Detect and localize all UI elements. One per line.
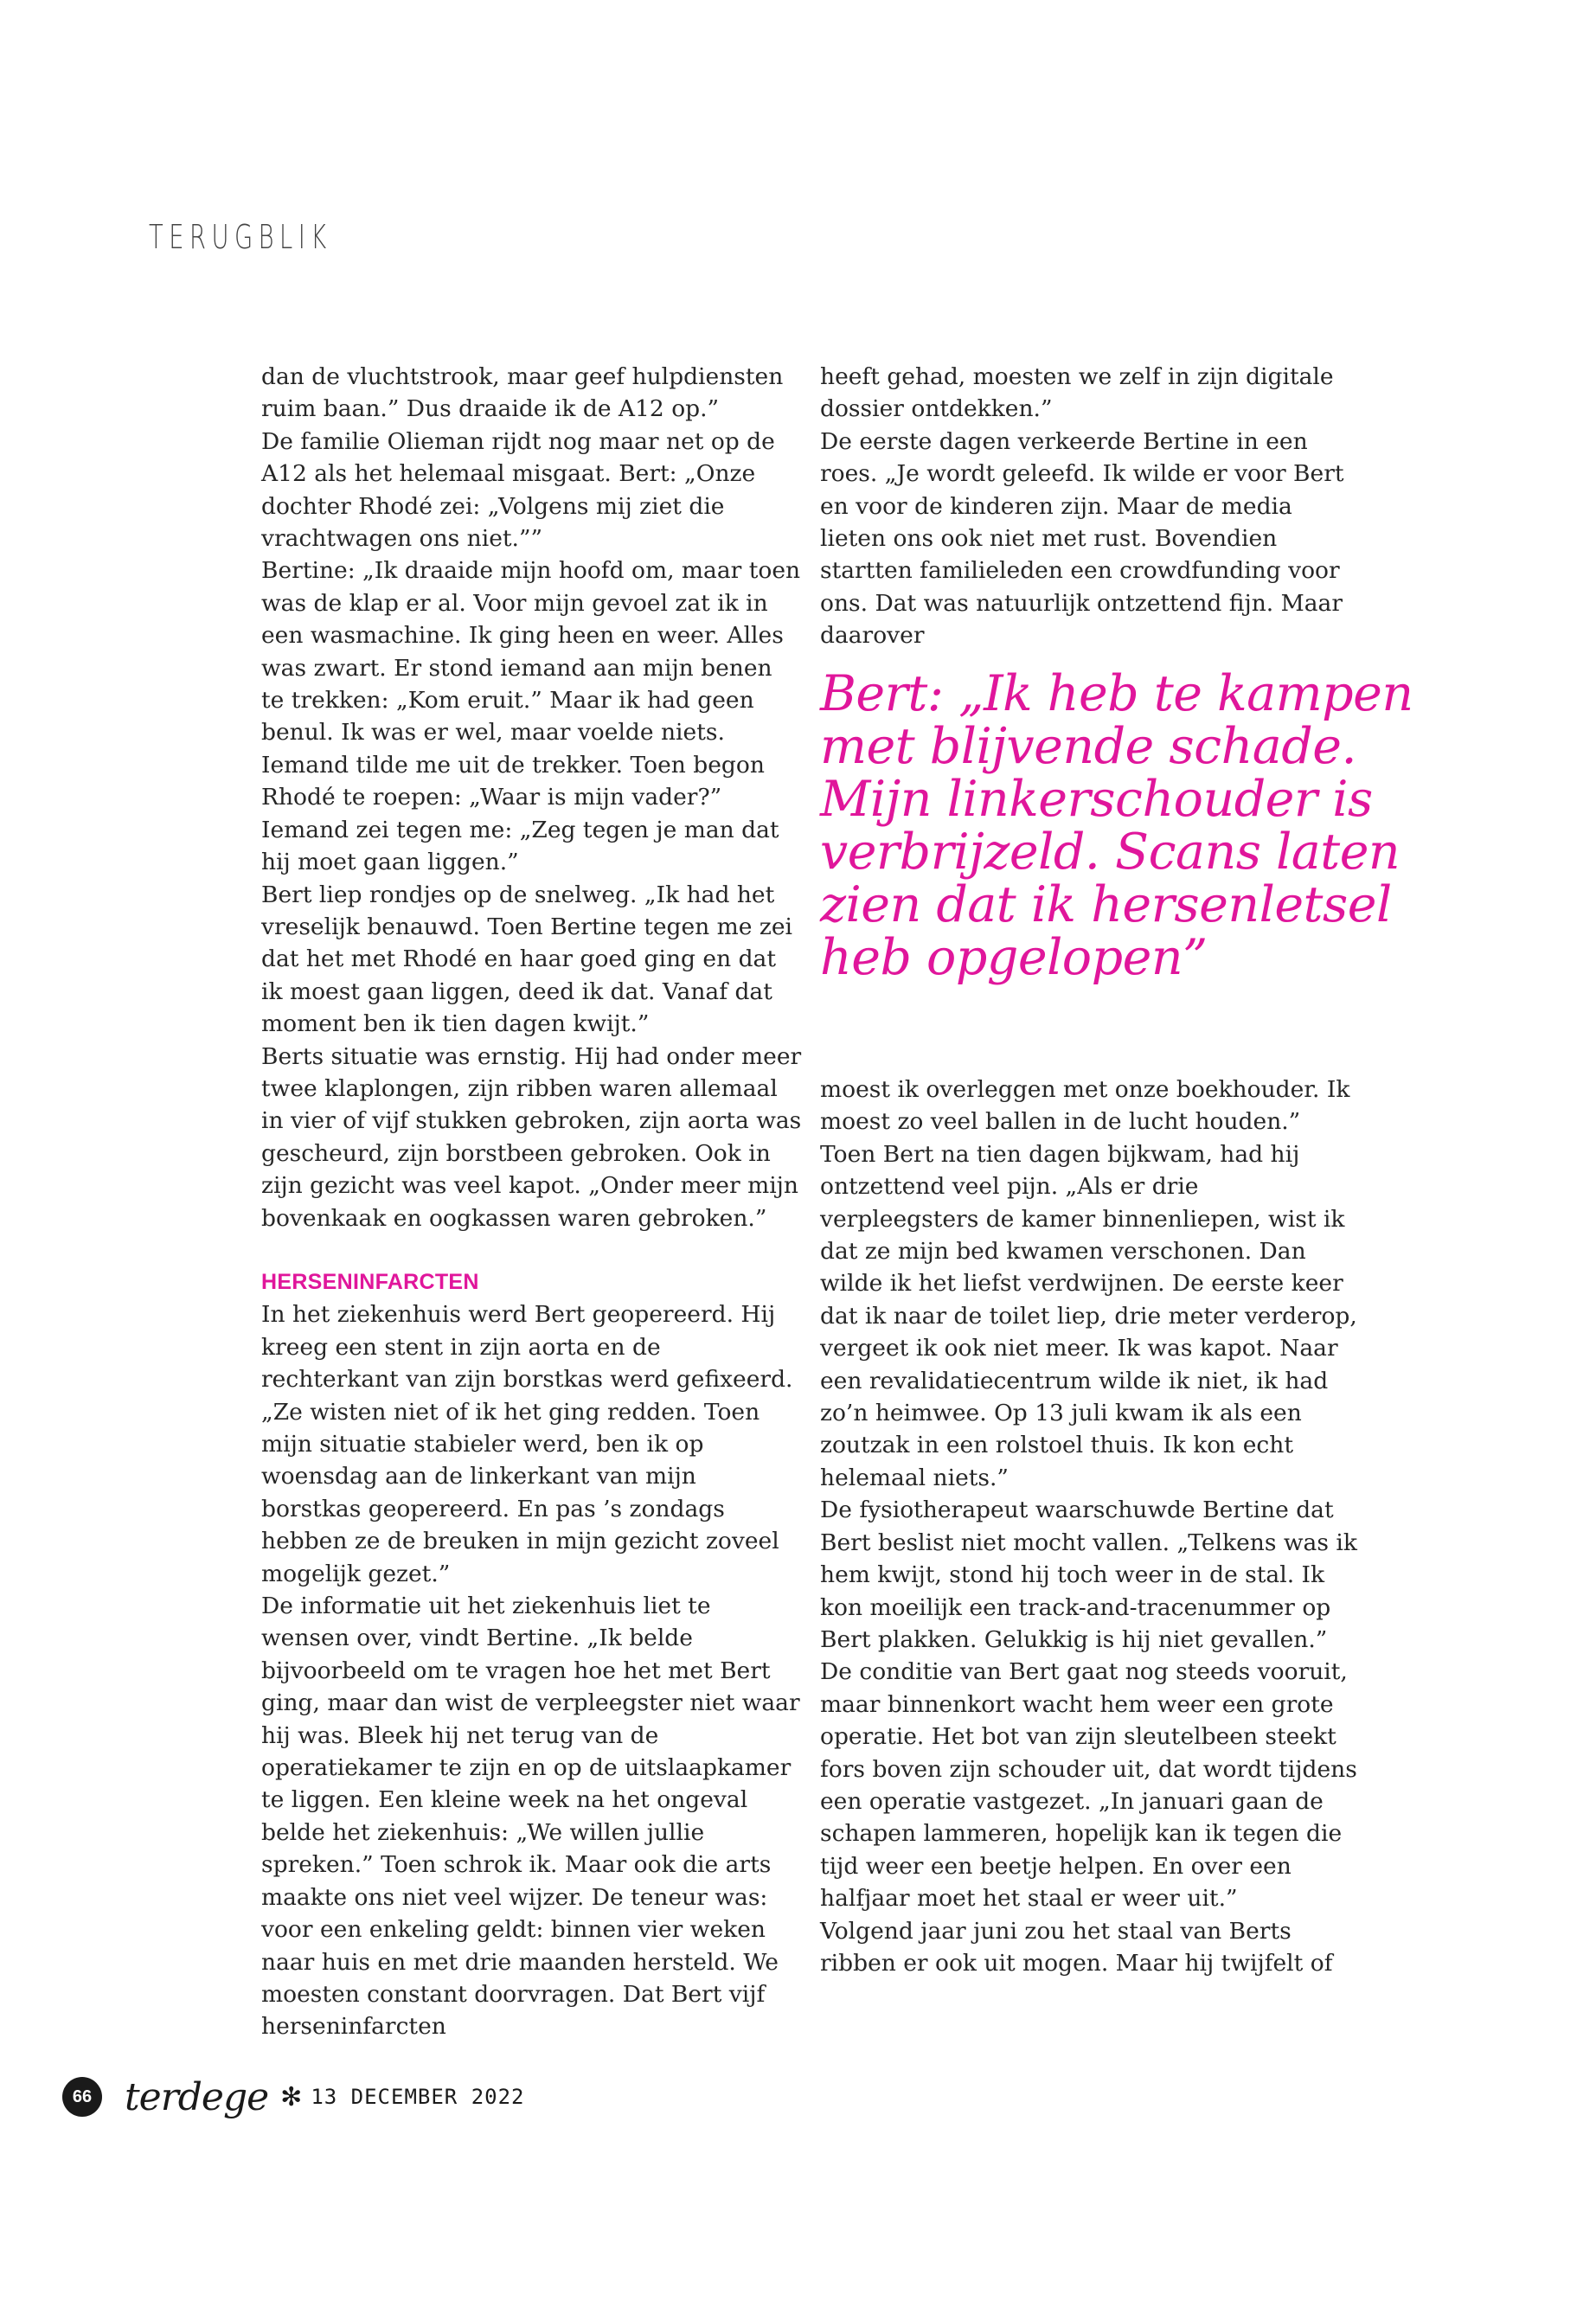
section-label: TERUGBLIK xyxy=(149,218,332,256)
paragraph: Volgend jaar juni zou het staal van Berts ribben er ook uit mogen. Maar hij twijfelt of xyxy=(820,1917,1333,1977)
pull-quote-line: Mijn linkerschouder is xyxy=(820,771,1373,828)
pull-quote-line: heb opgelopen” xyxy=(820,929,1208,986)
magazine-logo: terdege xyxy=(125,2074,269,2119)
paragraph: Berts situatie was ernstig. Hij had onder meer twee klaplongen, zijn ribben waren allemaal in vier of vijf stukken gebroken, zijn aorta was gescheurd, zijn borstbeen gebroken. Ook in zijn gezicht was veel kapot. „Onder meer mijn bovenkaak en oogkassen waren gebroken.” xyxy=(261,1042,802,1232)
paragraph: De eerste dagen verkeerde Bertine in een roes. „Je wordt geleefd. Ik wilde er voor Bert en voor de kinderen zijn. Maar de media lieten ons ook niet met rust. Bovendien startten familieleden een crowdfunding voor ons. Dat was natuurlijk ontzettend fijn. Maar daarover xyxy=(820,427,1344,650)
paragraph: Bertine: „Ik draaide mijn hoofd om, maar toen was de klap er al. Voor mijn gevoel zat ik in een wasmachine. Ik ging heen en weer. Alles was zwart. Er stond iemand aan mijn benen te trekken: „Kom eruit.” Maar ik had geen benul. Ik was er wel, maar voelde niets. Iemand tilde me uit de trekker. Toen begon Rhodé te roepen: „Waar is mijn vader?” Iemand zei tegen me: „Zeg tegen je man dat hij moet gaan liggen.” xyxy=(261,557,801,876)
paragraph: Bert liep rondjes op de snelweg. „Ik had het vreselijk benauwd. Toen Bertine tegen me zei dat het met Rhodé en haar goed ging en dat ik moest gaan liggen, deed ik dat. Vanaf dat moment ben ik tien dagen kwijt.” xyxy=(261,881,793,1038)
paragraph: De familie Olieman rijdt nog maar net op de A12 als het helemaal misgaat. Bert: „Onze dochter Rhodé zei: „Volgens mij ziet die vrachtwagen ons niet.”” xyxy=(261,427,775,553)
page-number-badge: 66 xyxy=(62,2077,102,2117)
subheading: HERSENINFARCTEN xyxy=(261,1269,479,1294)
paragraph: moest ik overleggen met onze boekhouder. Ik moest zo veel ballen in de lucht houden.” xyxy=(820,1076,1350,1136)
asterisk-icon: ✻ xyxy=(280,2081,303,2112)
pull-quote-line: zien dat ik hersenletsel xyxy=(820,876,1392,933)
pull-quote-line: Bert: „Ik heb te kampen xyxy=(820,665,1413,722)
article-column-right-bottom xyxy=(820,1074,1361,1979)
paragraph: Toen Bert na tien dagen bijkwam, had hij ontzettend veel pijn. „Als er drie verpleegsters de kamer binnenliepen, wist ik dat ze mijn bed kwamen verschonen. Dan wilde ik het liefst verdwijnen. De eerste keer dat ik naar de toilet liep, drie meter verderop, vergeet ik ook niet meer. Ik was kapot. Naar een revalidatiecentrum wilde ik niet, ik had zo’n heimwee. Op 13 juli kwam ik als een zoutzak in een rolstoel thuis. Ik kon echt helemaal niets.” xyxy=(820,1140,1357,1491)
issue-date: 13 DECEMBER 2022 xyxy=(311,2085,525,2109)
paragraph: De informatie uit het ziekenhuis liet te wensen over, vindt Bertine. „Ik belde bijvoorbeeld om te vragen hoe het met Bert ging, maar dan wist de verpleegster niet waar hij was. Bleek hij net terug van de operatiekamer te zijn en op de uitslaapkamer te liggen. Een kleine week na het ongeval belde het ziekenhuis: „We willen jullie spreken.” Toen schrok ik. Maar ook die arts maakte ons niet veel wijzer. De teneur was: voor een enkeling geldt: binnen vier weken naar huis en met drie maanden hersteld. We moesten constant doorvragen. Dat Bert vijf herseninfarcten xyxy=(261,1593,800,2041)
article-column-right-top xyxy=(820,361,1361,652)
paragraph: De fysiotherapeut waarschuwde Bertine dat Bert beslist niet mocht vallen. „Telkens was ik hem kwijt, stond hij toch weer in de stal. Ik kon moeilijk een track-and-tracenummer op Bert plakken. Gelukkig is hij niet gevallen.” xyxy=(820,1497,1357,1653)
page-footer xyxy=(62,2076,525,2118)
pull-quote-line: verbrijzeld. Scans laten xyxy=(820,824,1401,881)
pull-quote xyxy=(820,665,1426,986)
pull-quote-line: met blijvende schade. xyxy=(820,718,1357,775)
paragraph: In het ziekenhuis werd Bert geopereerd. Hij kreeg een stent in zijn aorta en de rechterkant van zijn borstkas werd gefixeerd. „Ze wisten niet of ik het ging redden. Toen mijn situatie stabieler werd, ben ik op woensdag aan de linkerkant van mijn borstkas geopereerd. En pas ’s zondags hebben ze de breuken in mijn gezicht zoveel mogelijk gezet.” xyxy=(261,1301,793,1587)
paragraph: dan de vluchtstrook, maar geef hulpdiensten ruim baan.” Dus draaide ik de A12 op.” xyxy=(261,363,784,423)
paragraph: heeft gehad, moesten we zelf in zijn digitale dossier ontdekken.” xyxy=(820,363,1334,423)
paragraph: De conditie van Bert gaat nog steeds vooruit, maar binnenkort wacht hem weer een grote operatie. Het bot van zijn sleutelbeen steekt fors boven zijn schouder uit, dat wordt tijdens een operatie vastgezet. „In januari gaan de schapen lammeren, hopelijk kan ik tegen die tijd weer een beetje helpen. En over een halfjaar moet het staal er weer uit.” xyxy=(820,1658,1357,1913)
article-column-left xyxy=(261,361,802,2043)
